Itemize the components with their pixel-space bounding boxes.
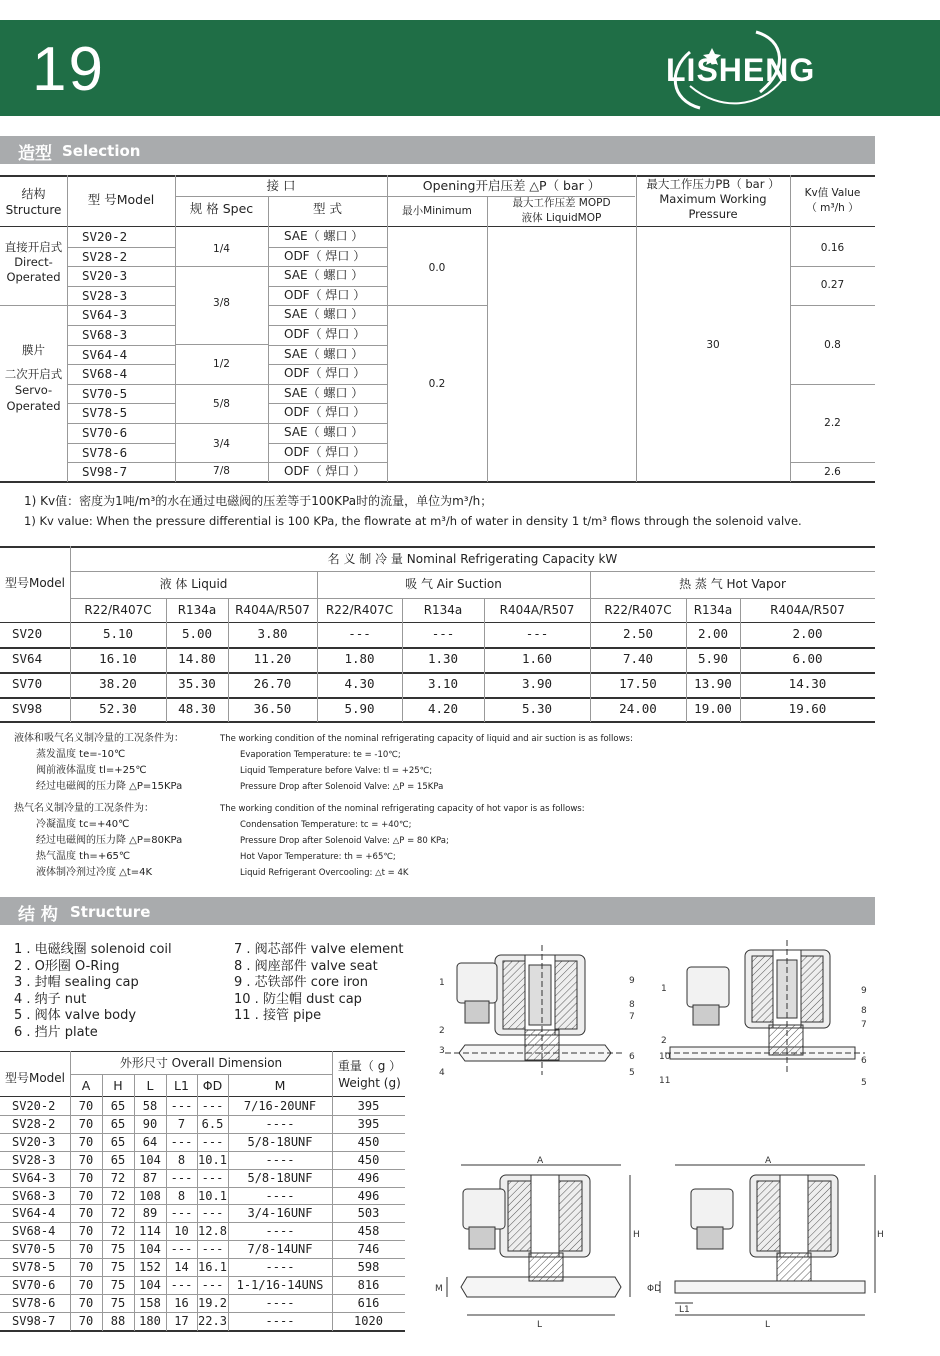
spec-5-8: 5/8 [213, 398, 230, 410]
capacity-value: 14.80 [178, 651, 216, 666]
dim-value: 180 [139, 1313, 161, 1328]
dim-weight: 458 [357, 1224, 380, 1239]
callout-number: 6 [629, 1052, 635, 1062]
capacity-value: 3.90 [521, 676, 553, 691]
parts-list-left: 1 . 电磁线圈 solenoid coil 2 . O形圈 O-Ring 3 . 封帽 sealing cap 4 . 纳子 nut 5 . 阀体 valve body 6 . 挡片 plate [14, 942, 172, 1040]
capacity-model: SV20 [12, 626, 43, 641]
dim-value: ---- [265, 1295, 295, 1310]
selection-type: SAE（ 螺口 ） [284, 307, 364, 322]
capacity-value: 26.70 [253, 676, 292, 691]
dim-value: 19.2 [198, 1295, 227, 1310]
dim-value: 8 [177, 1152, 186, 1167]
dim-value: 70 [78, 1152, 94, 1167]
dim-model: SV98-7 [12, 1313, 56, 1328]
dim-label-h1: H [633, 1230, 640, 1240]
cond-hot-en: The working condition of the nominal refrigerating capacity of hot vapor is as follows: Condensation Temperature: tc = +40℃; Pressure Drop after Solenoid Valve: △P = 80 KPa; Hot Vapor Temperature: th = +65℃; Liquid Refrigerant Overcooling: △t = 4K [220, 804, 585, 878]
dim-col-header: H [113, 1078, 123, 1093]
dim-value: 70 [78, 1278, 94, 1292]
header-mopd: 最大工作压差 MOPD 液体 LiquidMOP [512, 197, 611, 224]
capacity-value: 38.20 [99, 676, 137, 691]
dim-model: SV68-4 [12, 1224, 56, 1239]
callout-number: 11 [659, 1076, 671, 1086]
dim-value: ---- [265, 1116, 295, 1131]
selection-title-en: Selection [62, 142, 141, 160]
capacity-value: 48.30 [178, 701, 216, 716]
header-type: 型 式 [313, 201, 342, 216]
dim-value: ---- [265, 1313, 295, 1328]
dim-model: SV64-3 [12, 1170, 56, 1185]
dim-value: 70 [78, 1224, 94, 1239]
refrigerant-header: R134a [177, 603, 217, 617]
selection-type: SAE（ 螺口 ） [284, 425, 364, 439]
capacity-value: 35.30 [178, 676, 216, 691]
refrigerant-header: R22/R407C [325, 603, 394, 617]
selection-model: SV70-6 [82, 425, 128, 440]
selection-model: SV28-2 [82, 248, 128, 264]
selection-type: SAE（ 螺口 ） [284, 229, 364, 243]
dim-value: 70 [78, 1099, 94, 1113]
dim-value: 70 [78, 1170, 94, 1185]
dim-weight: 746 [357, 1242, 380, 1257]
dim-value: 70 [78, 1206, 94, 1221]
capacity-value: 1.60 [521, 651, 553, 666]
callout-number: 10 [659, 1052, 671, 1062]
dim-value: --- [201, 1242, 224, 1257]
dim-weight: 395 [357, 1099, 380, 1113]
refrigerant-header: R134a [423, 603, 463, 617]
capacity-value: 5.30 [521, 701, 553, 716]
kv-value-2: 0.27 [820, 279, 845, 291]
dim-value: 75 [110, 1260, 126, 1275]
dim-weight-label: 重量（ g ） Weight (g) [337, 1059, 402, 1090]
dim-value: 104 [139, 1152, 161, 1167]
dim-weight: 816 [357, 1278, 380, 1292]
capacity-value: 4.30 [344, 676, 375, 691]
capacity-value: 36.50 [253, 701, 292, 716]
dim-value: 104 [139, 1242, 161, 1257]
capacity-value: 2.50 [622, 626, 654, 641]
header-port: 接 口 [266, 178, 296, 193]
selection-type: ODF（ 焊口 ） [284, 405, 366, 420]
dim-label-a2: A [765, 1156, 772, 1166]
dim-value: 108 [139, 1188, 161, 1203]
dim-weight: 450 [357, 1134, 380, 1149]
valve-drawings [425, 935, 885, 1345]
callout-number: 7 [861, 1020, 867, 1030]
dim-value: --- [201, 1134, 224, 1149]
cond-hot-zh: 热气名义制冷量的工况条件为： 冷凝温度 tc=+40℃ 经过电磁阀的压力降 △P=80KPa 热气温度 th=+65℃ 液体制冷剂过冷度 △t=4K [14, 803, 183, 878]
dim-title: 外形尺寸 Overall Dimension [119, 1056, 283, 1070]
dim-value: ---- [265, 1188, 295, 1203]
dim-value: 5/8-18UNF [247, 1134, 313, 1149]
dim-value: 16 [174, 1295, 189, 1310]
dim-value: 152 [139, 1260, 161, 1275]
dim-value: 72 [110, 1206, 126, 1221]
callout-number: 9 [861, 986, 867, 996]
dim-label-h2: H [877, 1230, 884, 1240]
header-spec: 规 格 Spec [189, 201, 254, 216]
structure-title-en: Structure [70, 903, 151, 921]
selection-model: SV68-3 [82, 327, 128, 342]
dim-value: 7 [177, 1116, 186, 1131]
selection-type: ODF（ 焊口 ） [284, 287, 366, 302]
refrigerant-header: R22/R407C [84, 603, 152, 617]
capacity-value: 17.50 [619, 676, 657, 691]
dim-weight: 496 [357, 1170, 380, 1185]
dim-value: 70 [78, 1188, 94, 1203]
dim-value: 58 [142, 1099, 158, 1113]
dim-value: --- [170, 1134, 193, 1149]
capacity-group-suction: 吸 气 Air Suction [405, 577, 502, 591]
capacity-value: 19.00 [694, 701, 732, 716]
capacity-group-hot: 热 蒸 气 Hot Vapor [679, 577, 786, 591]
dim-value: 8 [177, 1188, 186, 1203]
dim-value: 17 [174, 1313, 189, 1328]
dim-weight: 395 [357, 1116, 380, 1131]
kv-note-en: 1) Kv value: When the pressure differential is 100 KPa, the flowrate at m³/h of water in density 1 t/m³ flows through the solenoid valve. [24, 514, 802, 528]
dim-value: 7/16-20UNF [243, 1099, 317, 1113]
min-value-servo: 0.2 [428, 378, 446, 390]
dim-value: 70 [78, 1313, 94, 1328]
dim-model: SV68-3 [12, 1188, 56, 1203]
dim-value: --- [170, 1170, 193, 1185]
brand-name: LISHENG [666, 52, 816, 88]
selection-type: ODF（ 焊口 ） [284, 464, 366, 479]
capacity-model: SV64 [12, 651, 43, 666]
capacity-value: 52.30 [99, 701, 137, 716]
dim-value: --- [201, 1170, 224, 1185]
dim-weight: 1020 [354, 1313, 383, 1328]
capacity-value: 6.00 [792, 651, 823, 666]
capacity-value: 1.80 [344, 651, 375, 666]
capacity-value: 5.90 [344, 701, 375, 716]
capacity-value: 5.00 [181, 626, 213, 641]
selection-model: SV20-3 [82, 268, 128, 284]
selection-model: SV64-4 [82, 346, 128, 362]
capacity-group-liquid: 液 体 Liquid [159, 577, 228, 591]
dim-value: --- [170, 1242, 193, 1257]
dim-value: 70 [78, 1116, 94, 1131]
dim-value: 158 [139, 1295, 161, 1310]
dim-value: ---- [265, 1152, 295, 1167]
capacity-value: 19.60 [788, 701, 827, 716]
dim-value: 65 [110, 1152, 126, 1167]
cond-liquid-en: The working condition of the nominal refrigerating capacity of liquid and air suction is as follows: Evaporation Temperature: te = -10℃; Liquid Temperature before Valve: tl = +25℃; Pressure Drop after Solenoid Valve: △P = 15KPa [220, 734, 633, 792]
callout-number: 4 [439, 1068, 445, 1078]
selection-type: SAE（ 螺口 ） [284, 385, 364, 400]
capacity-value: 4.20 [427, 701, 459, 716]
capacity-value: 5.10 [102, 626, 134, 641]
dim-value: 65 [110, 1134, 126, 1149]
page-number: 19 [32, 35, 105, 104]
structure-section-bar [0, 897, 875, 925]
dim-value: 75 [110, 1278, 126, 1292]
capacity-value: 5.90 [697, 651, 729, 666]
callout-number: 5 [861, 1078, 867, 1088]
max-pressure-value: 30 [706, 339, 720, 351]
dim-weight: 503 [357, 1206, 380, 1221]
cond-liquid-zh: 液体和吸气名义制冷量的工况条件为： 蒸发温度 te=-10℃ 阀前液体温度 tl=+25℃ 经过电磁阀的压力降 △P=15KPa [14, 733, 184, 792]
callout-number: 2 [661, 1036, 667, 1046]
capacity-value: 24.00 [619, 701, 657, 716]
callout-number: 5 [629, 1068, 635, 1078]
dim-label-l1: L [537, 1320, 543, 1330]
dim-weight: 598 [357, 1260, 380, 1275]
capacity-value: 1.30 [427, 651, 459, 666]
spec-1-2: 1/2 [213, 358, 230, 370]
dim-value: 75 [110, 1242, 126, 1257]
callout-number: 1 [661, 984, 667, 994]
capacity-value: 13.90 [694, 676, 732, 691]
brand-logo [660, 30, 830, 114]
dim-model: SV70-5 [12, 1242, 56, 1257]
dim-value: 88 [110, 1313, 126, 1328]
selection-model: SV68-4 [82, 366, 128, 382]
refrigerant-header: R134a [693, 603, 733, 617]
capacity-model: SV98 [12, 701, 43, 716]
refrigerant-header: R404A/R507 [499, 603, 575, 617]
structure-title-zh: 结 构 [18, 905, 58, 925]
dim-model: SV28-2 [12, 1116, 56, 1131]
dim-value: 72 [110, 1224, 126, 1239]
dim-value: 10 [174, 1224, 189, 1239]
dim-value: ---- [265, 1260, 295, 1275]
capacity-value: --- [431, 626, 455, 641]
dim-model: SV78-5 [12, 1260, 56, 1275]
dim-value: 89 [142, 1206, 158, 1221]
header-max-pressure: 最大工作压力PB（ bar ） Maximum Working Pressure [646, 177, 780, 221]
selection-model: SV98-7 [82, 464, 128, 480]
callout-number: 8 [861, 1006, 867, 1016]
refrigerant-header: R404A/R507 [235, 603, 310, 617]
spec-3-4: 3/4 [213, 438, 230, 450]
callout-number: 7 [629, 1012, 635, 1022]
dim-value: 6.5 [201, 1116, 224, 1131]
selection-type: ODF（ 焊口 ） [284, 444, 366, 459]
kv-value-1: 0.16 [820, 242, 845, 254]
dim-value: 7/8-14UNF [247, 1242, 313, 1257]
kv-value-4: 2.2 [824, 417, 841, 429]
sectional-drawing-odf [665, 940, 865, 1075]
capacity-value: --- [525, 626, 549, 641]
dim-model: SV70-6 [12, 1278, 56, 1292]
dim-value: --- [201, 1206, 224, 1221]
dim-value: --- [170, 1278, 193, 1292]
refrigerant-header: R404A/R507 [770, 603, 845, 617]
dim-value: 64 [142, 1134, 158, 1149]
dim-value: 72 [110, 1188, 126, 1203]
selection-type: ODF（ 焊口 ） [284, 248, 366, 263]
dim-weight: 450 [357, 1152, 380, 1167]
sectional-drawing-sae [445, 945, 625, 1075]
dim-value: --- [170, 1099, 193, 1113]
capacity-value: 2.00 [697, 626, 729, 641]
callout-number: 1 [439, 978, 445, 988]
dim-label-l1b: L1 [679, 1305, 690, 1315]
selection-model: SV20-2 [82, 229, 128, 244]
refrigerant-header: R22/R407C [604, 603, 672, 617]
dim-value: 75 [110, 1295, 126, 1310]
dim-value: 10.1 [198, 1152, 227, 1167]
kv-value-3: 0.8 [824, 339, 841, 351]
dimension-drawing-odf [660, 1165, 875, 1315]
selection-section-bar [0, 136, 875, 164]
capacity-model: SV70 [12, 676, 43, 691]
dim-col-header: L1 [174, 1078, 189, 1093]
dim-label-phid: ΦD [647, 1284, 662, 1294]
dim-weight: 496 [357, 1188, 380, 1203]
dim-model: SV20-2 [12, 1099, 56, 1113]
dim-value: 70 [78, 1134, 94, 1149]
dim-label-m: M [435, 1284, 443, 1294]
dim-value: 114 [139, 1224, 161, 1239]
capacity-value: 11.20 [253, 651, 292, 666]
header-structure: 结构 Structure [5, 187, 62, 217]
dim-value: 72 [110, 1170, 126, 1185]
dim-model-label: 型号Model [4, 1071, 66, 1085]
dim-value: 3/4-16UNF [247, 1206, 313, 1221]
callout-number: 3 [439, 1046, 445, 1056]
selection-type: ODF（ 焊口 ） [284, 366, 366, 381]
callout-number: 9 [629, 976, 635, 986]
kv-note-zh: 1) Kv值：密度为1吨/m³的水在通过电磁阀的压差等于100KPa时的流量，单位为m³/h； [24, 494, 493, 508]
selection-model: SV64-3 [82, 307, 128, 323]
selection-title-zh: 造型 [18, 144, 52, 164]
header-kv: Kv值 Value （ m³/h ） [804, 187, 861, 214]
dim-value: 87 [142, 1170, 158, 1185]
dimension-drawing-sae [447, 1165, 630, 1315]
selection-model: SV78-6 [82, 444, 128, 460]
dim-col-header: L [146, 1078, 154, 1093]
dim-model: SV28-3 [12, 1152, 56, 1167]
dim-value: --- [201, 1099, 224, 1113]
capacity-title: 名 义 制 冷 量 Nominal Refrigerating Capacity kW [327, 552, 618, 566]
structure-servo: 膜片 二次开启式 Servo- Operated [4, 343, 63, 413]
dim-value: 1-1/16-14UNS [236, 1278, 324, 1292]
dim-weight: 616 [357, 1295, 380, 1310]
header-minimum: 最小Minimum [402, 205, 472, 217]
dim-value: 22.3 [198, 1313, 227, 1328]
selection-type: ODF（ 焊口 ） [284, 327, 366, 341]
structure-direct: 直接开启式 Direct- Operated [4, 240, 63, 284]
spec-7-8: 7/8 [213, 465, 230, 477]
callout-number: 6 [861, 1056, 867, 1066]
spec-1-4: 1/4 [213, 243, 230, 255]
dim-col-header: A [81, 1078, 91, 1093]
header-opening: Opening开启压差 △P（ bar ） [422, 178, 601, 193]
dim-model: SV20-3 [12, 1134, 56, 1149]
capacity-value: --- [348, 626, 371, 641]
kv-value-5: 2.6 [824, 466, 841, 478]
header-model: 型 号Model [87, 192, 155, 207]
page-header [0, 20, 940, 116]
dim-value: ---- [265, 1224, 295, 1239]
capacity-value: 14.30 [788, 676, 827, 691]
selection-model: SV70-5 [82, 385, 128, 401]
callout-number: 8 [629, 1000, 635, 1010]
dim-col-header: M [274, 1078, 286, 1093]
parts-list-right: 7 . 阀芯部件 valve element 8 . 阀座部件 valve seat 9 . 芯铁部件 core iron 10 . 防尘帽 dust cap 11 . 接管 pipe [234, 942, 404, 1023]
min-value-direct: 0.0 [428, 262, 446, 274]
dim-label-a1: A [537, 1156, 544, 1166]
dim-model: SV78-6 [12, 1295, 56, 1310]
capacity-value: 3.80 [257, 626, 288, 641]
capacity-value: 2.00 [792, 626, 823, 641]
selection-type: SAE（ 螺口 ） [284, 346, 364, 361]
dim-value: --- [201, 1278, 224, 1292]
dim-value: 104 [139, 1278, 161, 1292]
capacity-value: 16.10 [99, 651, 137, 666]
dim-value: 16.1 [198, 1260, 227, 1275]
dim-value: 5/8-18UNF [247, 1170, 313, 1185]
dim-col-header: ΦD [202, 1078, 223, 1093]
selection-type: SAE（ 螺口 ） [284, 268, 364, 283]
capacity-value: 3.10 [427, 676, 459, 691]
dim-value: 70 [78, 1260, 94, 1275]
capacity-model-label: 型号Model [4, 576, 66, 590]
dim-value: 10.1 [198, 1188, 227, 1203]
dim-label-l2: L [765, 1320, 771, 1330]
dim-value: 12.8 [198, 1224, 227, 1239]
selection-model: SV78-5 [82, 405, 128, 421]
dim-model: SV64-4 [12, 1206, 56, 1221]
dim-value: 70 [78, 1295, 94, 1310]
dim-value: 65 [110, 1116, 126, 1131]
dim-value: 70 [78, 1242, 94, 1257]
callout-number: 2 [439, 1026, 445, 1036]
dim-value: --- [170, 1206, 193, 1221]
capacity-value: 7.40 [622, 651, 654, 666]
selection-model: SV28-3 [82, 287, 128, 303]
dim-value: 90 [142, 1116, 158, 1131]
spec-3-8: 3/8 [213, 297, 230, 309]
dim-value: 65 [110, 1099, 126, 1113]
dim-value: 14 [174, 1260, 189, 1275]
